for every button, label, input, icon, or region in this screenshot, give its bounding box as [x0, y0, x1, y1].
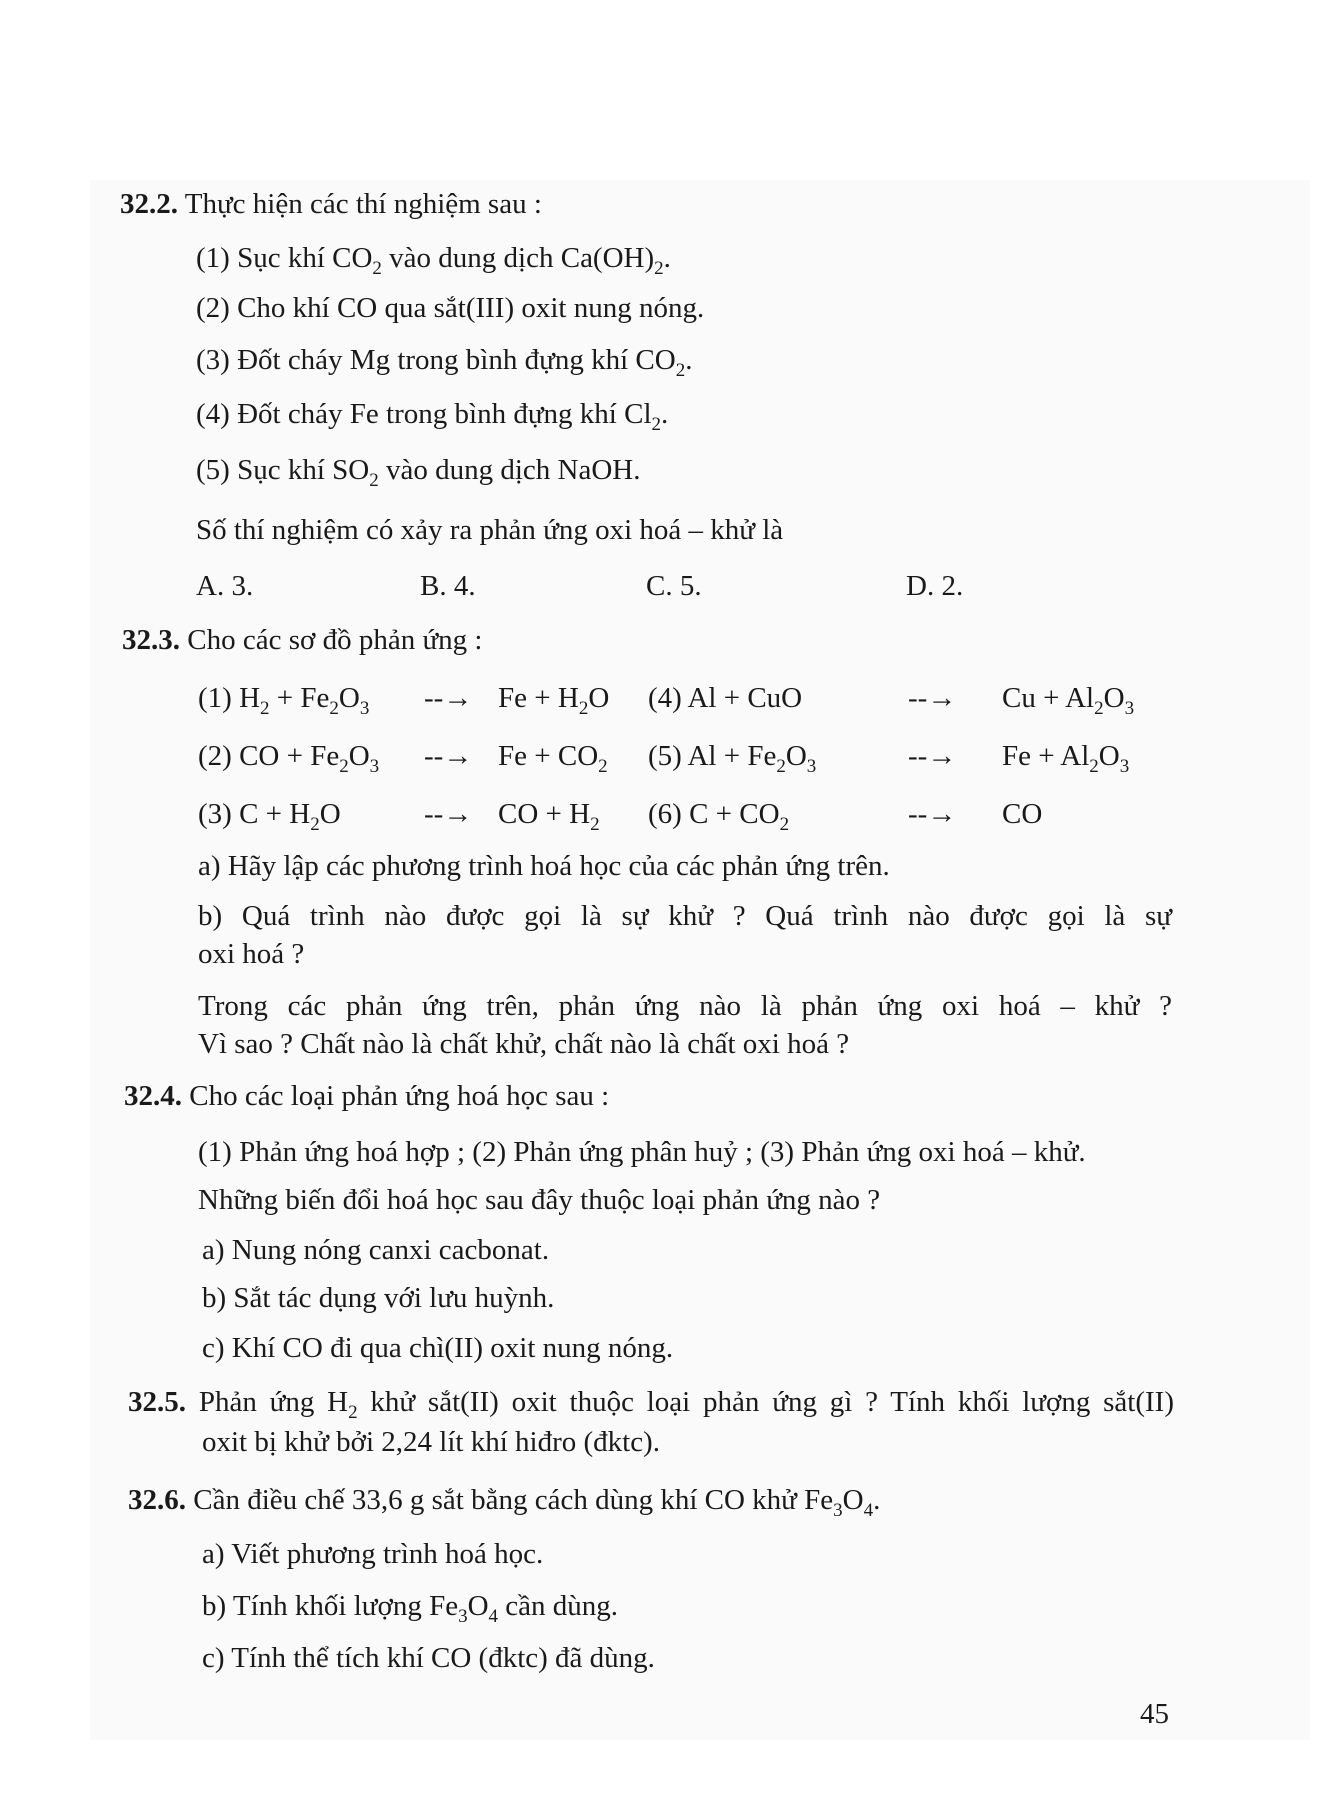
exercise-32-4-item-b: b) Sắt tác dụng với lưu huỳnh. [202, 1282, 555, 1314]
exercise-32-4-item-a: a) Nung nóng canxi cacbonat. [202, 1234, 550, 1266]
exercise-32-4-question: Những biến đổi hoá học sau đây thuộc loại phản ứng nào ? [198, 1184, 881, 1216]
reaction-4-products: $Cu + Al_2O_3$ [1002, 682, 1135, 719]
experiment-1: (1) Sục khí $CO_2$ vào dung dịch $Ca(OH)_2$. [196, 242, 671, 279]
exercise-32-3-part-b-line1: b) Quá trình nào được gọi là sự khử ? Quá trình nào được gọi là sự [198, 900, 1172, 932]
reaction-5-products: $Fe + Al_2O_3$ [1002, 740, 1130, 777]
experiment-4: (4) Đốt cháy Fe trong bình đựng khí $Cl_2$. [196, 398, 669, 435]
reaction-4-arrow: --→ [908, 682, 957, 714]
exercise-32-2-question: Số thí nghiệm có xảy ra phản ứng oxi hoá – khử là [196, 514, 784, 546]
reaction-2-arrow: --→ [424, 740, 473, 772]
reaction-5: (5) $Al + Fe_2O_3$ [648, 740, 817, 777]
reaction-6-products: CO [1002, 798, 1043, 830]
exercise-number: 32.2. [120, 188, 178, 220]
exercise-32-5-line1: 32.5. Phản ứng $H_2$ khử sắt(II) oxit thuộc loại phản ứng gì ? Tính khối lượng sắt(II) [128, 1386, 1174, 1423]
exercise-32-5-line2: oxit bị khử bởi 2,24 lít khí hiđro (đktc). [202, 1426, 660, 1458]
exercise-32-3-part-c-line2: Vì sao ? Chất nào là chất khử, chất nào là chất oxi hoá ? [198, 1028, 850, 1060]
reaction-3: (3) $C + H_2O$ [198, 798, 341, 835]
exercise-32-6-part-b: b) Tính khối lượng $Fe_3O_4$ cần dùng. [202, 1590, 619, 1627]
reaction-5-arrow: --→ [908, 740, 957, 772]
exercise-prompt: Thực hiện các thí nghiệm sau : [184, 188, 542, 220]
reaction-1-products: $Fe + H_2O$ [498, 682, 610, 719]
exercise-32-3-heading: 32.3. Cho các sơ đồ phản ứng : [122, 624, 483, 656]
option-a: A. 3. [196, 570, 254, 602]
exercise-32-6-part-a: a) Viết phương trình hoá học. [202, 1538, 544, 1570]
reaction-3-arrow: --→ [424, 798, 473, 830]
page-number: 45 [1140, 1698, 1169, 1730]
experiment-2: (2) Cho khí CO qua sắt(III) oxit nung nóng. [196, 292, 705, 324]
option-c: C. 5. [646, 570, 702, 602]
reaction-2-products: $Fe + CO_2$ [498, 740, 608, 777]
exercise-32-6-part-c: c) Tính thể tích khí CO (đktc) đã dùng. [202, 1642, 655, 1674]
exercise-32-4-item-c: c) Khí CO đi qua chì(II) oxit nung nóng. [202, 1332, 674, 1364]
reaction-2: (2) CO + $Fe_2O_3$ [198, 740, 380, 777]
experiment-5: (5) Sục khí $SO_2$ vào dung dịch NaOH. [196, 454, 641, 491]
exercise-32-3-part-c-line1: Trong các phản ứng trên, phản ứng nào là phản ứng oxi hoá – khử ? [198, 990, 1172, 1022]
reaction-6-arrow: --→ [908, 798, 957, 830]
option-d: D. 2. [906, 570, 964, 602]
reaction-1-arrow: --→ [424, 682, 473, 714]
option-b: B. 4. [420, 570, 476, 602]
reaction-6: (6) $C + CO_2$ [648, 798, 790, 835]
reaction-3-products: CO + $H_2$ [498, 798, 600, 835]
reaction-types: (1) Phản ứng hoá hợp ; (2) Phản ứng phân huỷ ; (3) Phản ứng oxi hoá – khử. [198, 1136, 1086, 1168]
reaction-1: (1) $H_2 + Fe_2O_3$ [198, 682, 370, 719]
reaction-4: (4) Al + CuO [648, 682, 803, 714]
exercise-32-2-heading [120, 186, 542, 222]
exercise-32-6-heading: 32.6. Cần điều chế 33,6 g sắt bằng cách dùng khí CO khử $Fe_3O_4$. [128, 1484, 881, 1521]
exercise-32-3-part-a: a) Hãy lập các phương trình hoá học của các phản ứng trên. [198, 850, 890, 882]
exercise-32-3-part-b-line2: oxi hoá ? [198, 938, 305, 970]
exercise-32-4-heading: 32.4. Cho các loại phản ứng hoá học sau : [124, 1080, 610, 1112]
experiment-3: (3) Đốt cháy Mg trong bình đựng khí $CO_2$. [196, 344, 693, 381]
